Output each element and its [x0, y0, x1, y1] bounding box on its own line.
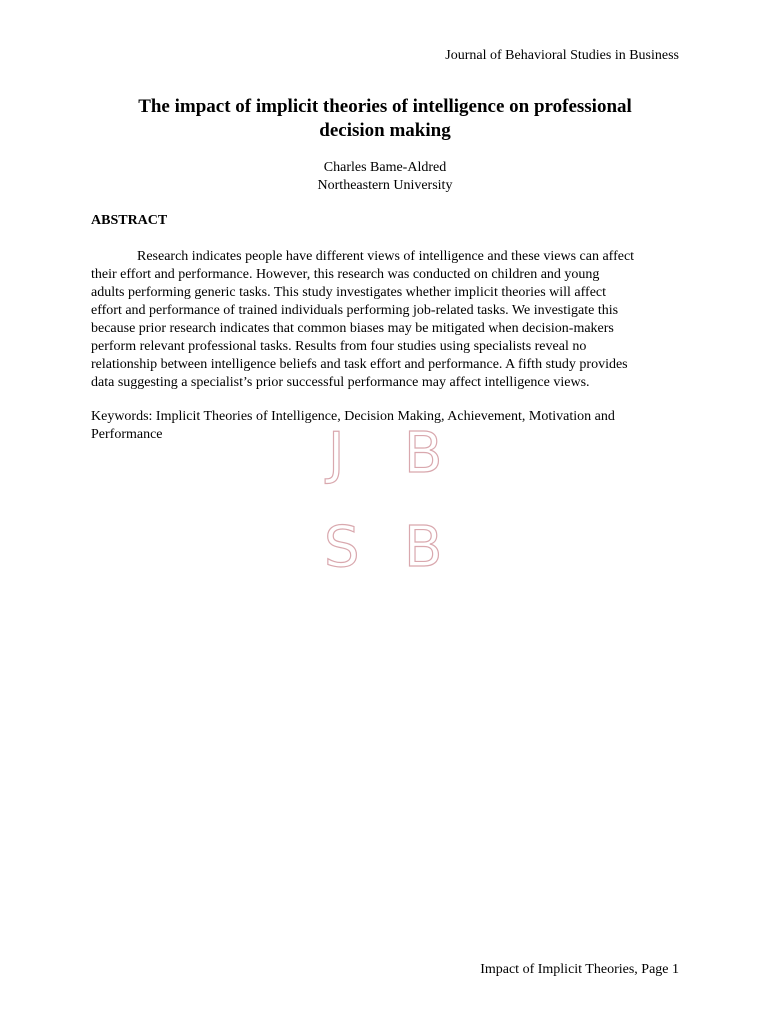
keywords	[91, 408, 681, 444]
abstract-line: because prior research indicates that common biases may be mitigated when decision-makers	[91, 321, 614, 336]
abstract-line: effort and performance of trained individuals performing job-related tasks. We investigate this	[91, 303, 619, 318]
abstract-line: relationship between intelligence beliefs and task effort and performance. A fifth study provides	[91, 357, 628, 372]
abstract-heading: ABSTRACT	[91, 213, 168, 228]
author-affiliation: Northeastern University	[317, 178, 453, 193]
paper-title-line-2: decision making	[319, 120, 451, 141]
keywords-line-2: Performance	[91, 427, 163, 442]
paper-title	[91, 95, 679, 143]
keywords-line-1: Keywords: Implicit Theories of Intelligence, Decision Making, Achievement, Motivation and	[91, 409, 615, 424]
page-footer: Impact of Implicit Theories, Page 1	[480, 962, 679, 977]
watermark-letter-b-top: B	[404, 421, 443, 486]
abstract-line: Research indicates people have different views of intelligence and these views can affect	[137, 249, 635, 264]
paper-title-line-1: The impact of implicit theories of intelligence on professional	[138, 96, 632, 117]
abstract-body	[91, 248, 681, 392]
watermark-letter-s: S	[324, 515, 360, 580]
author-block	[91, 159, 679, 195]
abstract-line: perform relevant professional tasks. Results from four studies using specialists reveal no	[91, 339, 587, 354]
author-name: Charles Bame-Aldred	[323, 160, 447, 175]
watermark-letter-j: J	[328, 421, 345, 486]
watermark-letter-b-bottom: B	[404, 515, 443, 580]
abstract-line: their effort and performance. However, this research was conducted on children and young	[91, 267, 600, 282]
running-head-journal-name: Journal of Behavioral Studies in Business	[445, 48, 679, 63]
abstract-line: adults performing generic tasks. This study investigates whether implicit theories will affect	[91, 285, 607, 300]
abstract-line: data suggesting a specialist’s prior successful performance may affect intelligence views.	[91, 375, 590, 390]
